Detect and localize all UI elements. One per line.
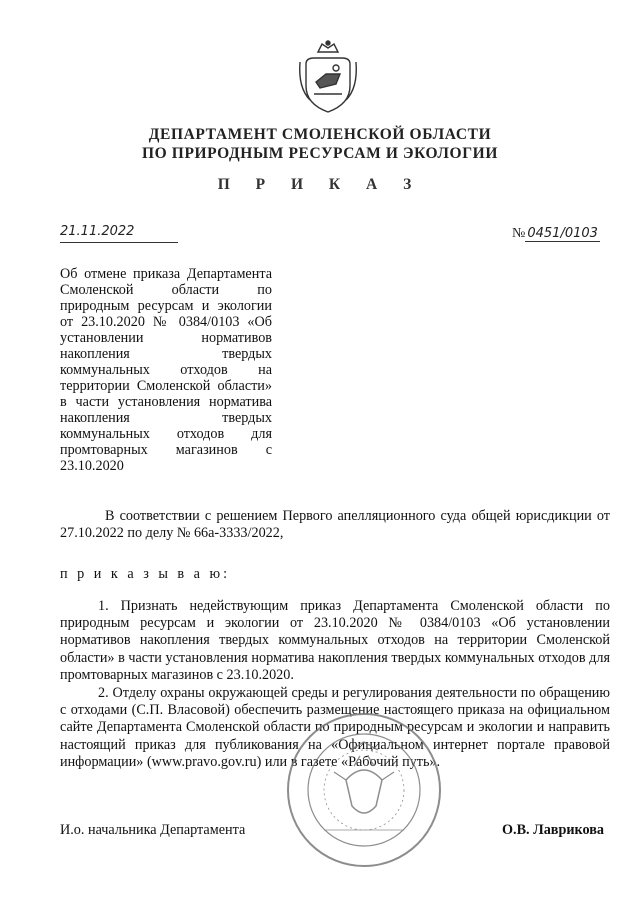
number-prefix: № [512, 226, 526, 241]
coat-of-arms-icon [296, 38, 360, 118]
document-number [512, 226, 600, 242]
basis-paragraph: В соответствии с решением Первого апелляционного суда общей юрисдикции от 27.10.2022 по делу № 66а-3333/2022, [60, 508, 610, 541]
order-item-2: 2. Отделу охраны окружающей среды и регулирования деятельности по обращению с отходами (С.П. Власовой) обеспечить размещение настоящего приказа на официальном сайте Департамента Смоленской области по природным ресурсам и экологии и направить настоящий приказ для публикования на «Официальном интернет портале правовой информации» (www.pravo.gov.ru) или в газете «Рабочий путь». [60, 685, 610, 770]
official-seal-icon [284, 710, 444, 870]
department-name-line2: ПО ПРИРОДНЫМ РЕСУРСАМ И ЭКОЛОГИИ [142, 145, 498, 162]
signatory-name: О.В. Лаврикова [502, 822, 605, 838]
document-subject: Об отмене приказа Департамента Смоленской области по природным ресурсам и экологии от 23.10.2020 № 0384/0103 «Об установлении нормативов накопления твердых коммунальных отходов на территории Смоленской области» в части установления норматива накопления твердых коммунальных отходов для промтоварных магазинов с 23.10.2020 [60, 266, 272, 474]
order-word: п р и к а з ы в а ю: [60, 566, 231, 582]
order-item-1: 1. Признать недействующим приказ Департамента Смоленской области по природным ресурсам и экологии от 23.10.2020 № 0384/0103 «Об установлении нормативов накопления твердых коммунальных отходов на территории Смоленской области» в части установления норматива накопления твердых коммунальных отходов для промтоварных магазинов с 23.10.2020. [60, 598, 610, 683]
department-name-line1: ДЕПАРТАМЕНТ СМОЛЕНСКОЙ ОБЛАСТИ [148, 126, 492, 143]
document-date: 21.11.2022 [60, 224, 178, 243]
document-type: П Р И К А З [217, 176, 423, 193]
signatory-role: И.о. начальника Департамента [60, 822, 246, 838]
number-value: 0451/0103 [527, 226, 598, 241]
